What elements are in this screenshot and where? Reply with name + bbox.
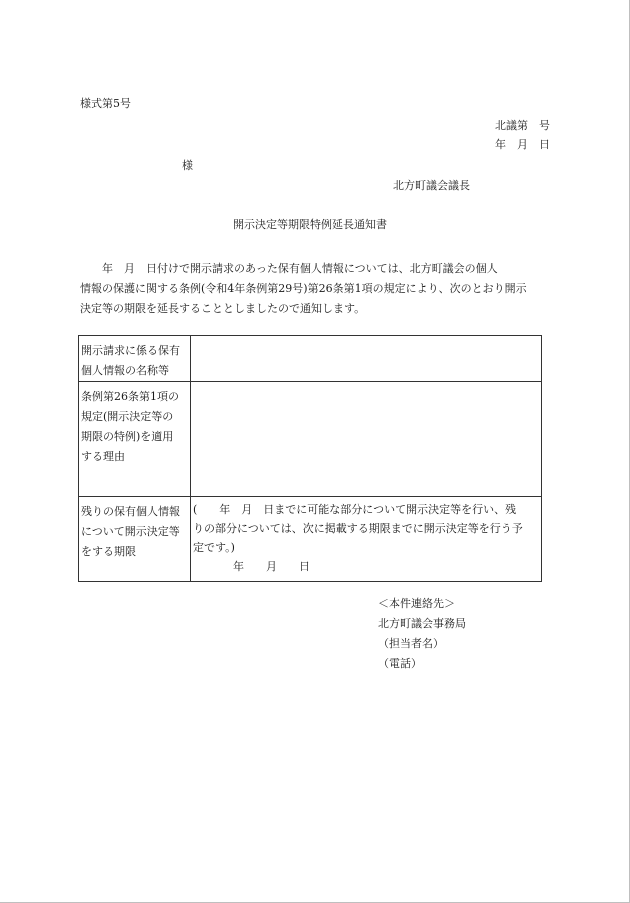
label-line: 期限の特例)を適用 <box>81 430 174 443</box>
label-line: について開示決定等 <box>81 525 180 538</box>
row-label-deadline <box>79 497 191 582</box>
row-value-document-name[interactable] <box>191 336 542 382</box>
label-line: 規定(開示決定等の <box>81 410 174 423</box>
form-number: 様式第5号 <box>80 97 131 110</box>
contact-phone: （電話） <box>378 657 422 670</box>
label-line: 残りの保有個人情報 <box>81 505 180 518</box>
contact-block <box>378 594 466 674</box>
label-line: 条例第26条第1項の <box>81 390 179 403</box>
label-line: をする期限 <box>81 545 136 558</box>
row-value-reason[interactable] <box>191 382 542 497</box>
info-table <box>78 335 542 582</box>
deadline-date-line: 年 月 日 <box>233 560 310 573</box>
body-line: 決定等の期限を延長することとしましたので通知します。 <box>80 302 366 315</box>
row-label-document-name <box>79 336 191 382</box>
deadline-text-line: ( 年 月 日までに可能な部分について開示決定等を行い、残 <box>193 503 517 516</box>
contact-person: （担当者名） <box>378 637 444 650</box>
body-line: 年 月 日付けで開示請求のあった保有個人情報については、北方町議会の個人 <box>80 262 498 275</box>
document-title: 開示決定等期限特例延長通知書 <box>233 218 387 231</box>
document-number: 北議第 号 <box>495 119 550 132</box>
document-date: 年 月 日 <box>495 138 550 151</box>
label-line: 開示請求に係る保有 <box>81 344 180 357</box>
deadline-text-line: 定です。) <box>193 541 235 554</box>
sender-name: 北方町議会議長 <box>393 179 470 192</box>
deadline-text-line: りの部分については、次に掲載する期限までに開示決定等を行う予 <box>193 522 523 535</box>
table-row-deadline <box>79 497 542 582</box>
label-line: する理由 <box>81 450 125 463</box>
body-line: 情報の保護に関する条例(令和4年条例第29号)第26条第1項の規定により、次のとおり開示 <box>80 282 527 295</box>
contact-office: 北方町議会事務局 <box>378 617 466 630</box>
body-paragraph <box>80 259 555 319</box>
row-label-reason <box>79 382 191 497</box>
table-row-reason <box>79 382 542 497</box>
label-line: 個人情報の名称等 <box>81 364 169 377</box>
table-row-document-name <box>79 336 542 382</box>
addressee-honorific: 様 <box>182 159 193 172</box>
contact-heading: ＜本件連絡先＞ <box>378 597 455 610</box>
row-value-deadline[interactable] <box>191 497 542 582</box>
